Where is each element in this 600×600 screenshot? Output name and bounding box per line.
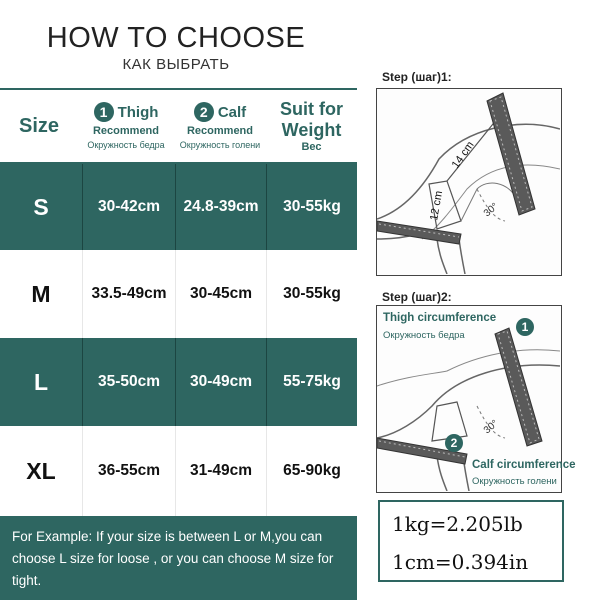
thigh-cell: 35-50cm (97, 373, 161, 390)
step2-label: Step (шаг)2: (382, 290, 452, 304)
angle-label: 30° (481, 418, 501, 437)
header-calf (174, 90, 266, 162)
number-2-badge: 2 (194, 102, 214, 122)
kg-conversion: 1kg=2.205lb (392, 512, 523, 536)
thigh-14cm-label: 14 cm (449, 139, 477, 171)
header-calf-recommend: Recommend (186, 125, 254, 137)
calf-12cm-label: 12 cm (428, 189, 446, 222)
example-note: For Example: If your size is between L or M,you can choose L size for loose , or you can choose M size for tight. (0, 516, 357, 600)
thigh-cell: 36-55cm (97, 462, 161, 479)
number-1-badge: 1 (516, 318, 534, 336)
header-thigh (78, 90, 174, 162)
header-thigh-label: Thigh (117, 103, 159, 121)
thigh-circumference-label: Thigh circumference (383, 312, 497, 324)
header-calf-label: Calf (217, 103, 247, 121)
calf-circumference-label: Calf circumference (472, 459, 576, 471)
angle-label: 30° (481, 201, 501, 220)
unit-conversion-box (378, 500, 564, 582)
thigh-cell: 33.5-49cm (91, 285, 167, 302)
step1-label: Step (шаг)1: (382, 70, 452, 84)
calf-circumference-ru: Окружность голени (472, 476, 557, 487)
weight-cell: 30-55kg (283, 198, 341, 215)
header-weight (266, 90, 357, 162)
step1-illustration (376, 88, 562, 276)
weight-cell: 55-75kg (283, 373, 341, 390)
number-2-badge: 2 (445, 434, 463, 452)
page-title: HOW TO CHOOSE (46, 22, 306, 54)
thigh-circumference-ru: Окружность бедра (383, 330, 465, 341)
header-weight-line1: Suit for (280, 99, 343, 119)
table-row (0, 164, 357, 250)
size-table (0, 88, 357, 600)
page-subtitle: КАК ВЫБРАТЬ (122, 56, 230, 73)
size-cell: L (33, 368, 49, 395)
table-row (0, 250, 357, 338)
table-row (0, 426, 357, 516)
size-cell: M (31, 280, 51, 307)
header-thigh-ru: Окружность бедра (87, 140, 165, 150)
cm-conversion: 1cm=0.394in (392, 550, 529, 574)
weight-cell: 30-55kg (283, 285, 341, 302)
number-1-badge: 1 (94, 102, 114, 122)
knee-measure-drawing-1 (377, 89, 560, 274)
size-cell: S (33, 193, 49, 220)
table-header (0, 88, 357, 164)
header-weight-ru: Вес (301, 141, 322, 153)
header-calf-ru: Окружность голени (179, 140, 261, 150)
header-thigh-recommend: Recommend (92, 125, 160, 137)
calf-cell: 31-49cm (189, 462, 253, 479)
table-row (0, 338, 357, 426)
calf-cell: 24.8-39cm (183, 198, 259, 215)
calf-cell: 30-45cm (189, 285, 253, 302)
header-size: Size (18, 114, 60, 137)
size-cell: XL (26, 457, 56, 484)
weight-cell: 65-90kg (283, 462, 341, 479)
thigh-cell: 30-42cm (97, 198, 161, 215)
calf-cell: 30-49cm (189, 373, 253, 390)
header-weight-line2: Weight (281, 120, 342, 140)
